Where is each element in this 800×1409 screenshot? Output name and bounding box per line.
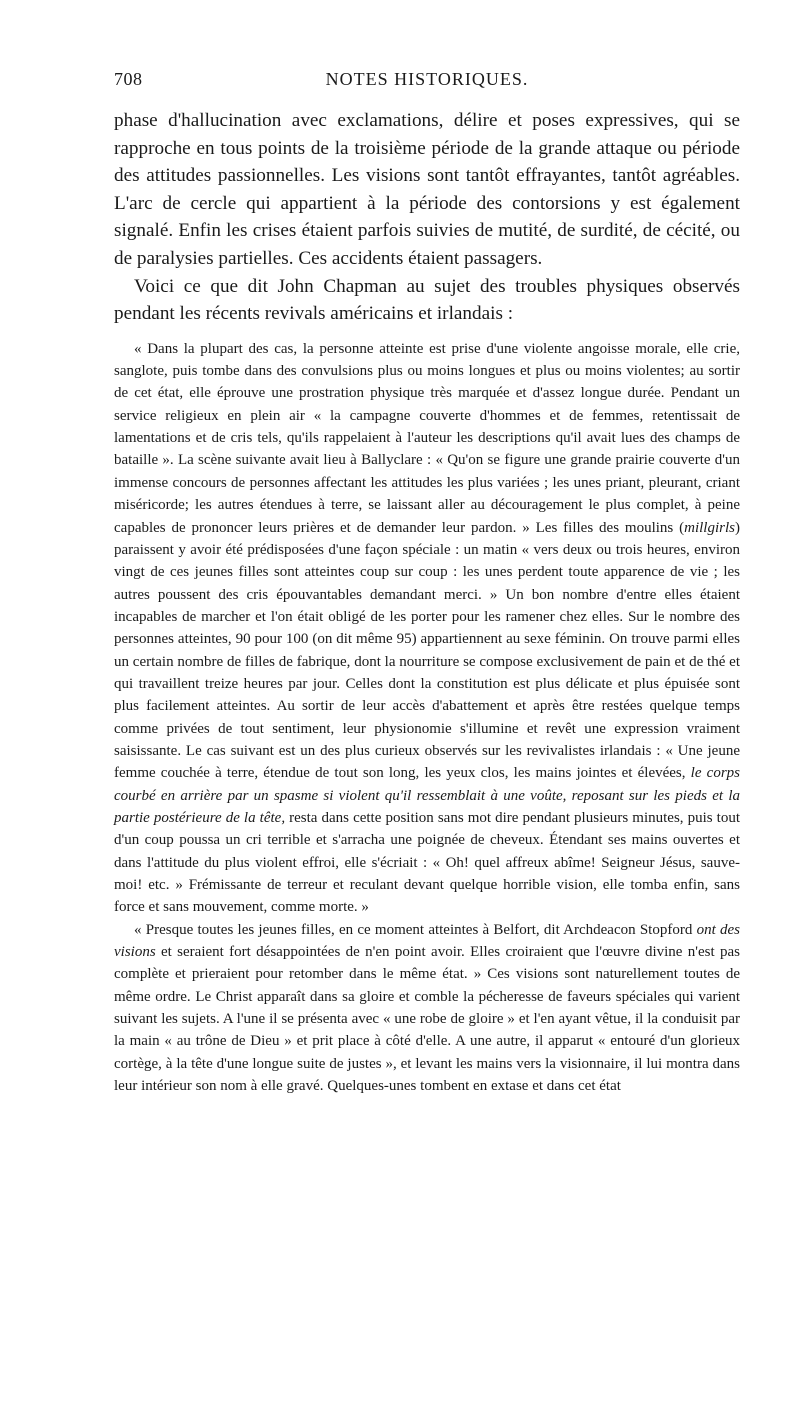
- quote-emphasis: ont des visions: [114, 921, 740, 961]
- quote-text: et seraient fort désappointées de n'en point avoir. Elles croiraient que l'œuvre divine n'est pas complète et prieraient pour retomber dans le même état. » Ces visions sont naturellement toutes de même ordre. Le Christ apparaît dans sa gloire et comble la pécheresse de faveurs spéciales qui varient suivant les sujets. A l'une il se présenta avec « une robe de gloire » et l'en ayant vêtue, il la conduisit par la main « au trône de Dieu » et prit place à côté d'elle. A une autre, il apparut « entouré d'un glorieux cortège, à la tête d'une longue suite de justes », et levant les mains vers la visionnaire, il lui montra dans leur intérieur son nom à elle gravé. Quelques-unes tombent en extase et dans cet état: [114, 944, 740, 1095]
- quote-text: resta dans cette position sans mot dire pendant plusieurs minutes, puis tout d'un coup poussa un cri terrible et s'arracha une poignée de cheveux. Étendant ses mains ouvertes et dans l'attitude du plus violent effroi, elle s'écriait : « Oh! quel affreux abîme! Seigneur Jésus, sauve-moi! etc. » Frémissante de terreur et reculant devant quelque horrible vision, elle tomba enfin, sans force et sans mouvement, comme morte. »: [114, 809, 740, 916]
- quote-stopford: [114, 919, 740, 1098]
- paragraph-hallucination: phase d'hallucination avec exclamations, délire et poses expressives, qui se rapproche en tous points de la troisième période de la grande attaque ou période des attitudes passionnelles. Les visions sont tantôt effrayantes, tantôt agréables. L'arc de cercle qui appartient à la période des contorsions y est également signalé. Enfin les crises étaient parfois suivies de mutité, de surdité, de cécité, ou de paralysies partielles. Ces accidents étaient passagers.: [114, 110, 740, 269]
- quote-text: « Dans la plupart des cas, la personne atteinte est prise d'une violente angoisse morale, elle crie, sanglote, puis tombe dans des convulsions plus ou moins longues et plus ou moins violentes; au sortir de cet état, elle éprouve une prostration physique très marquée et d'assez longue durée. Pendant un service religieux en plein air « la campagne couverte d'hommes et de femmes, retentissait de lamentations et de cris tels, qu'ils rappelaient à l'auteur les descriptions qu'il avait lues des champs de bataille ». La scène suivante avait lieu à Ballyclare : « Qu'on se figure une grande prairie couverte d'un immense concours de personnes affectant les attitudes les plus variées ; les unes priant, pleurant, criant miséricorde; les autres étendues à terre, se laissant aller au découragement le plus complet, à peine capables de prononcer leurs prières et de demander leur pardon. » Les filles des moulins (: [114, 340, 740, 536]
- page-number: 708: [114, 69, 143, 89]
- page-body: [114, 107, 740, 1097]
- page-header: [114, 69, 740, 93]
- quote-text: ) paraissent y avoir été prédisposées d'une façon spéciale : un matin « vers deux ou trois heures, environ vingt de ces jeunes filles sont atteintes coup sur coup : les unes perdent toute apparence de vie ; les autres poussent des cris épouvantables demandant merci. » Un bon nombre d'entre elles étaient incapables de marcher et l'on était obligé de les porter pour les ramener chez elles. Sur le nombre des personnes atteintes, 90 pour 100 (on dit même 95) appartiennent au sexe féminin. On trouve parmi elles un certain nombre de filles de fabrique, dont la nourriture se compose exclusivement de pain et de thé et qui travaillent treize heures par jour. Celles dont la constitution est plus délicate et plus épuisée sont plus facilement atteintes. Au sortir de leur accès d'abattement et après être restées quelque temps comme privées de tout sentiment, leur physionomie s'illumine et revêt une expression vraiment saisissante. Le cas suivant est un des plus curieux observés sur les revivalistes irlandais : « Une jeune femme couchée à terre, étendue de tout son long, les yeux clos, les mains jointes et élevées,: [114, 519, 740, 782]
- quote-chapman: [114, 338, 740, 919]
- quote-emphasis: le corps courbé en arrière par un spasme si violent qu'il ressemblait à une voûte, reposant sur les pieds et la partie postérieure de la tête,: [114, 765, 740, 826]
- running-title: NOTES HISTORIQUES.: [325, 69, 529, 89]
- quote-text: « Presque toutes les jeunes filles, en ce moment atteintes à Belfort, dit Archdeacon Stopford: [134, 921, 697, 938]
- quote-emphasis: millgirls: [684, 519, 735, 536]
- paragraph-chapman-intro: Voici ce que dit John Chapman au sujet des troubles physiques observés pendant les récents revivals américains et irlandais :: [114, 275, 740, 325]
